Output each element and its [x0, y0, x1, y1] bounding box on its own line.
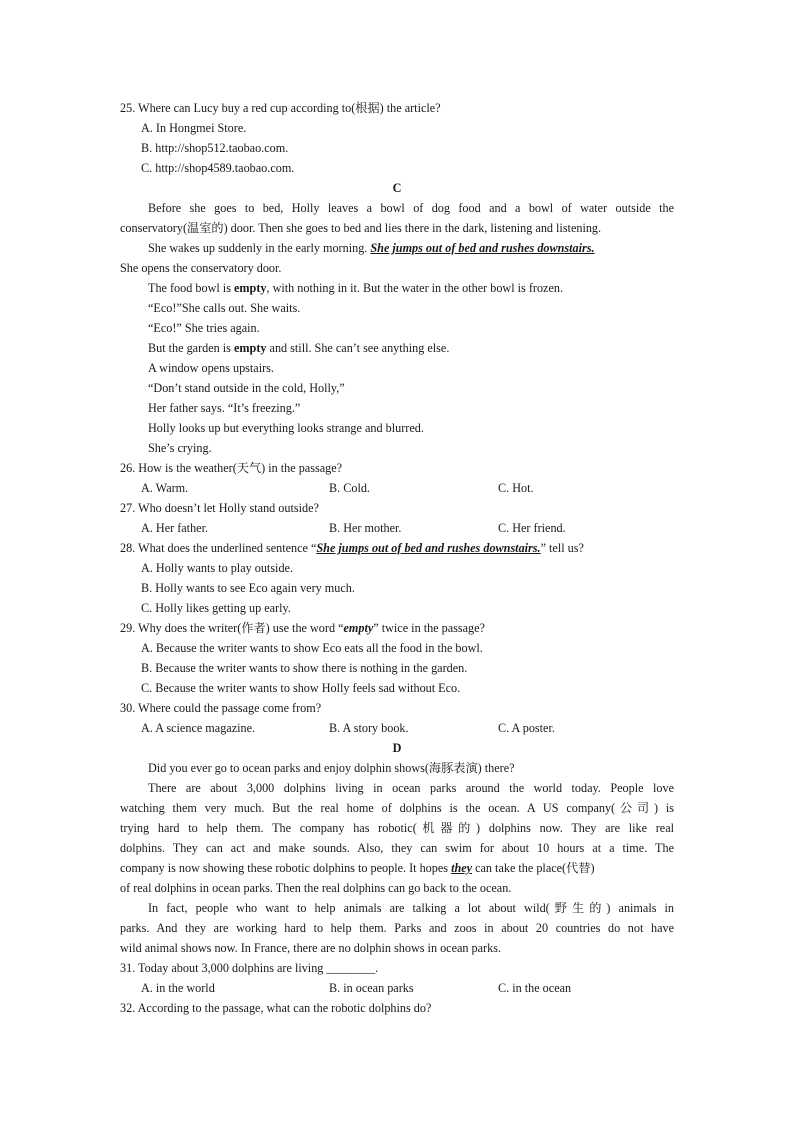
- q29-word-empty: empty: [343, 621, 374, 635]
- section-d-p3-line2: parks. And they are working hard to help them. Parks and zoos in about 20 countries do not have: [120, 921, 674, 935]
- section-d-p2-line5-post: can take the place(代替): [472, 861, 595, 875]
- page-content: [120, 98, 674, 1018]
- section-c-p2-text: She wakes up suddenly in the early morning.: [148, 241, 371, 255]
- section-d-p2-line1: There are about 3,000 dolphins living in ocean parks around the world today. People love: [148, 781, 674, 795]
- q27-options: [120, 518, 674, 538]
- q31-option-b: B. in ocean parks: [329, 981, 414, 995]
- q31-option-a: A. in the world: [141, 981, 215, 995]
- section-c-p4: “Eco!”She calls out. She waits.: [148, 301, 301, 315]
- section-c-p9: Her father says. “It’s freezing.”: [148, 401, 301, 415]
- q29-stem-post: ” twice in the passage?: [373, 621, 485, 635]
- q28-stem-pre: 28. What does the underlined sentence “: [120, 541, 317, 555]
- bold-word-empty: empty: [233, 341, 267, 355]
- q27-stem: 27. Who doesn’t let Holly stand outside?: [120, 501, 319, 515]
- q30-option-b: B. A story book.: [329, 721, 409, 735]
- q25-option-c: C. http://shop4589.taobao.com.: [141, 161, 295, 175]
- section-d-p1: Did you ever go to ocean parks and enjoy dolphin shows(海豚表演) there?: [148, 761, 515, 775]
- q30-option-c: C. A poster.: [498, 721, 555, 735]
- section-d-p2-line4: dolphins. They can act and make sounds. Also, they can swim for about 10 hours at a time. The: [120, 841, 674, 855]
- section-c-p6: [120, 338, 674, 358]
- section-d-p2-line5: [120, 858, 674, 878]
- section-d-p2-line6: of real dolphins in ocean parks. Then the real dolphins can go back to the ocean.: [120, 881, 512, 895]
- q26-option-a: A. Warm.: [141, 481, 189, 495]
- section-c-p2-line2: She opens the conservatory door.: [120, 261, 282, 275]
- q29-option-a: A. Because the writer wants to show Eco eats all the food in the bowl.: [141, 641, 483, 655]
- q31-options: [120, 978, 674, 998]
- section-c-p3-post: , with nothing in it. But the water in the other bowl is frozen.: [266, 281, 563, 295]
- section-c-p3: [120, 278, 674, 298]
- section-d-p3-line3: wild animal shows now. In France, there are no dolphin shows in ocean parks.: [120, 941, 501, 955]
- q30-option-a: A. A science magazine.: [141, 721, 256, 735]
- q30-stem: 30. Where could the passage come from?: [120, 701, 322, 715]
- section-c-p8: “Don’t stand outside in the cold, Holly,”: [148, 381, 345, 395]
- q28-option-c: C. Holly likes getting up early.: [141, 601, 291, 615]
- q31-option-c: C. in the ocean: [498, 981, 572, 995]
- section-c-p6-post: and still. She can’t see anything else.: [266, 341, 450, 355]
- section-d-p2-line2: watching them very much. But the real home of dolphins is the ocean. A US company(公司) is: [120, 801, 674, 815]
- q31-stem: 31. Today about 3,000 dolphins are living ________.: [120, 961, 379, 975]
- bold-word-empty: empty: [233, 281, 267, 295]
- q28-stem-post: ” tell us?: [540, 541, 584, 555]
- q27-option-a: A. Her father.: [141, 521, 209, 535]
- q26-options: [120, 478, 674, 498]
- section-c-p10: Holly looks up but everything looks strange and blurred.: [148, 421, 424, 435]
- q26-option-b: B. Cold.: [329, 481, 370, 495]
- q27-option-b: B. Her mother.: [329, 521, 402, 535]
- q29-option-b: B. Because the writer wants to show there is nothing in the garden.: [141, 661, 468, 675]
- q27-option-c: C. Her friend.: [498, 521, 566, 535]
- q25-option-b: B. http://shop512.taobao.com.: [141, 141, 289, 155]
- q28-option-a: A. Holly wants to play outside.: [141, 561, 293, 575]
- q29-stem: [120, 618, 674, 638]
- section-c-p1-line2: conservatory(温室的) door. Then she goes to bed and lies there in the dark, listening and listening.: [120, 221, 602, 235]
- q26-option-c: C. Hot.: [498, 481, 534, 495]
- section-d-p2-line5-pre: company is now showing these robotic dolphins to people. It hopes: [120, 861, 452, 875]
- q25-option-a: A. In Hongmei Store.: [141, 121, 247, 135]
- section-c-p11: She’s crying.: [148, 441, 212, 455]
- underlined-sentence: She jumps out of bed and rushes downstairs.: [370, 241, 595, 255]
- section-c-p3-pre: The food bowl is: [148, 281, 234, 295]
- q28-stem: [120, 538, 674, 558]
- q32-stem: 32. According to the passage, what can the robotic dolphins do?: [120, 1001, 432, 1015]
- section-c-p2-line1: [120, 238, 674, 258]
- section-c-p5: “Eco!” She tries again.: [148, 321, 260, 335]
- q28-option-b: B. Holly wants to see Eco again very much.: [141, 581, 355, 595]
- q28-underlined-sentence: She jumps out of bed and rushes downstairs.: [316, 541, 541, 555]
- section-c-p6-pre: But the garden is: [148, 341, 234, 355]
- section-c-p1-line1: Before she goes to bed, Holly leaves a bowl of dog food and a bowl of water outside the: [148, 201, 674, 215]
- q25-stem: 25. Where can Lucy buy a red cup according to(根据) the article?: [120, 101, 441, 115]
- underlined-word-they: they: [451, 861, 473, 875]
- section-c-heading: C: [392, 181, 402, 195]
- q30-options: [120, 718, 674, 738]
- q29-option-c: C. Because the writer wants to show Holly feels sad without Eco.: [141, 681, 461, 695]
- q26-stem: 26. How is the weather(天气) in the passage?: [120, 461, 343, 475]
- section-d-heading: D: [392, 741, 402, 755]
- q29-stem-pre: 29. Why does the writer(作者) use the word “: [120, 621, 344, 635]
- section-c-p7: A window opens upstairs.: [148, 361, 274, 375]
- section-d-p3-line1: In fact, people who want to help animals are talking a lot about wild(野生的) animals in: [148, 901, 674, 915]
- section-d-p2-line3: trying hard to help them. The company has robotic(机器的) dolphins now. They are like real: [120, 821, 674, 835]
